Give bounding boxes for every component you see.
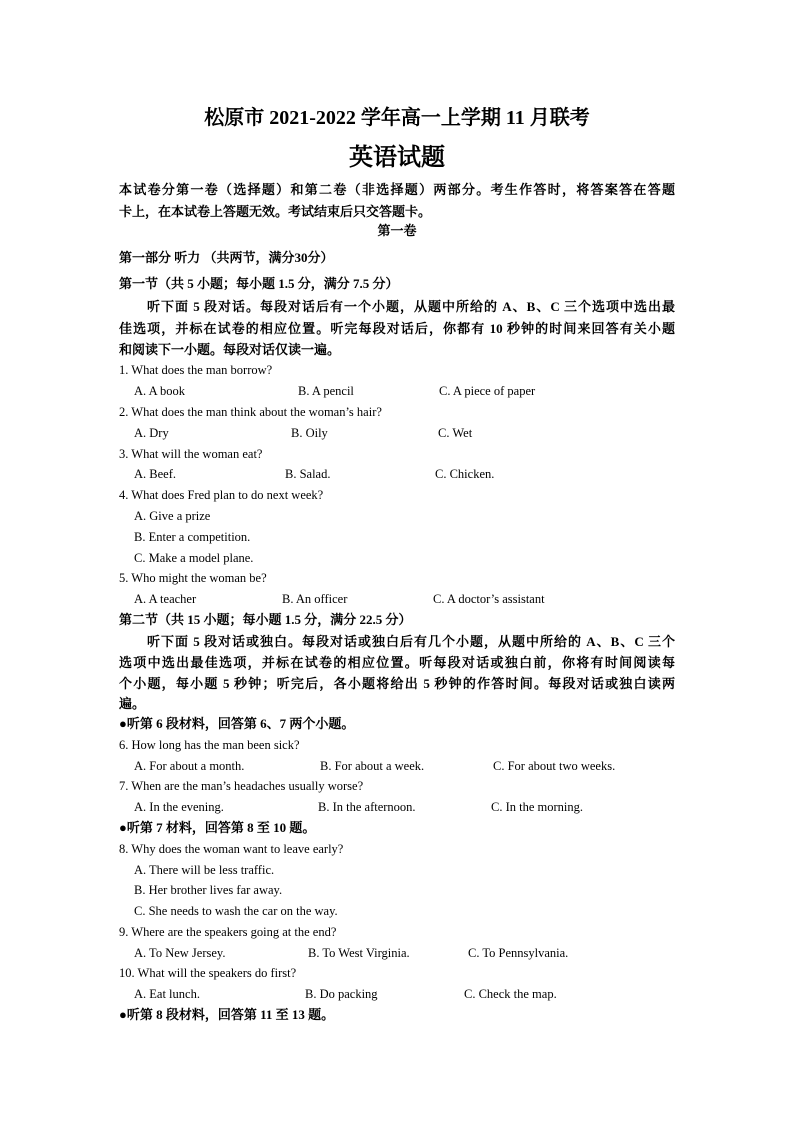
option-a: A. A book [134,384,186,398]
material-8-heading: ●听第 8 段材料，回答第 11 至 13 题。 [119,1007,335,1022]
option-a: A. A teacher [134,592,197,606]
question-stem: 6. How long has the man been sick? [119,738,300,752]
option-b: B. To West Virginia. [308,946,410,960]
section2-heading: 第二节（共 15 小题；每小题 1.5 分，满分 22.5 分） [119,612,412,627]
section1-heading: 第一节（共 5 小题；每小题 1.5 分，满分 7.5 分） [119,276,399,291]
options-row [134,381,694,401]
option-c: C. A piece of paper [439,384,536,398]
question-stem: 1. What does the man borrow? [119,363,273,377]
question-stem: 4. What does Fred plan to do next week? [119,488,324,502]
volume-heading: 第一卷 [377,223,417,238]
material-6-heading: ●听第 6 段材料，回答第 6、7 两个小题。 [119,716,355,731]
option-c: C. In the morning. [491,800,584,814]
option-c: C. She needs to wash the car on the way. [134,904,338,918]
options-row [134,756,694,776]
question-stem: 5. Who might the woman be? [119,571,267,585]
section2-instructions-1: 听下面 5 段对话或独白。每段对话或独白后有几个小题，从题中所给的 A、B、C 三个 [147,634,675,649]
option-a: A. Give a prize [134,509,211,523]
question-stem: 3. What will the woman eat? [119,447,263,461]
option-b: B. Her brother lives far away. [134,883,283,897]
question-stem: 10. What will the speakers do first? [119,966,297,980]
option-c: C. Wet [438,426,473,440]
option-c: C. Chicken. [435,467,495,481]
option-b: B. In the afternoon. [318,800,416,814]
section2-instructions-4: 遍。 [119,696,146,711]
options-row [134,943,694,963]
section1-instructions-2: 佳选项，并标在试卷的相应位置。听完每段对话后，你都有 10 秒钟的时间来回答有关小题 [119,321,675,336]
option-a: A. Dry [134,426,169,440]
part1-heading: 第一部分 听力 （共两节，满分30分） [119,250,334,265]
option-a: A. In the evening. [134,800,224,814]
option-b: B. Salad. [285,467,331,481]
option-b: B. A pencil [298,384,354,398]
option-a: A. Beef. [134,467,176,481]
section2-instructions-2: 选项中选出最佳选项，并标在试卷的相应位置。听每段对话或独白前，你将有时间阅读每 [119,655,675,670]
question-stem: 2. What does the man think about the woman’s hair? [119,405,382,419]
section1-instructions-3: 和阅读下一小题。每段对话仅读一遍。 [119,342,341,357]
question-stem: 8. Why does the woman want to leave early? [119,842,344,856]
section2-instructions-3: 个小题，每小题 5 秒钟；听完后，各小题将给出 5 秒钟的作答时间。每段对话或独白读两 [119,676,675,691]
option-b: B. Oily [291,426,328,440]
exam-title: 松原市 2021-2022 学年高一上学期 11 月联考 [204,107,590,129]
options-row [134,797,694,817]
options-row [134,984,694,1004]
question-stem: 9. Where are the speakers going at the end? [119,925,337,939]
options-row [134,423,694,443]
section1-instructions-1: 听下面 5 段对话。每段对话后有一个小题，从题中所给的 A、B、C 三个选项中选出最 [147,299,675,314]
intro-line-1: 本试卷分第一卷（选择题）和第二卷（非选择题）两部分。考生作答时，将答案答在答题 [119,182,675,197]
option-c: C. Check the map. [464,987,557,1001]
option-a: A. Eat lunch. [134,987,200,1001]
option-c: C. To Pennsylvania. [468,946,569,960]
option-c: C. For about two weeks. [493,759,616,773]
option-b: B. For about a week. [320,759,425,773]
options-row [134,464,694,484]
options-row [134,589,694,609]
option-c: C. Make a model plane. [134,551,254,565]
option-a: A. For about a month. [134,759,245,773]
option-a: A. To New Jersey. [134,946,226,960]
option-b: B. Do packing [305,987,378,1001]
option-c: C. A doctor’s assistant [433,592,545,606]
question-stem: 7. When are the man’s headaches usually worse? [119,779,364,793]
option-b: B. Enter a competition. [134,530,251,544]
option-b: B. An officer [282,592,348,606]
intro-line-2: 卡上，在本试卷上答题无效。考试结束后只交答题卡。 [119,204,432,219]
option-a: A. There will be less traffic. [134,863,275,877]
material-7-heading: ●听第 7 材料，回答第 8 至 10 题。 [119,820,316,835]
exam-subtitle: 英语试题 [349,145,445,171]
